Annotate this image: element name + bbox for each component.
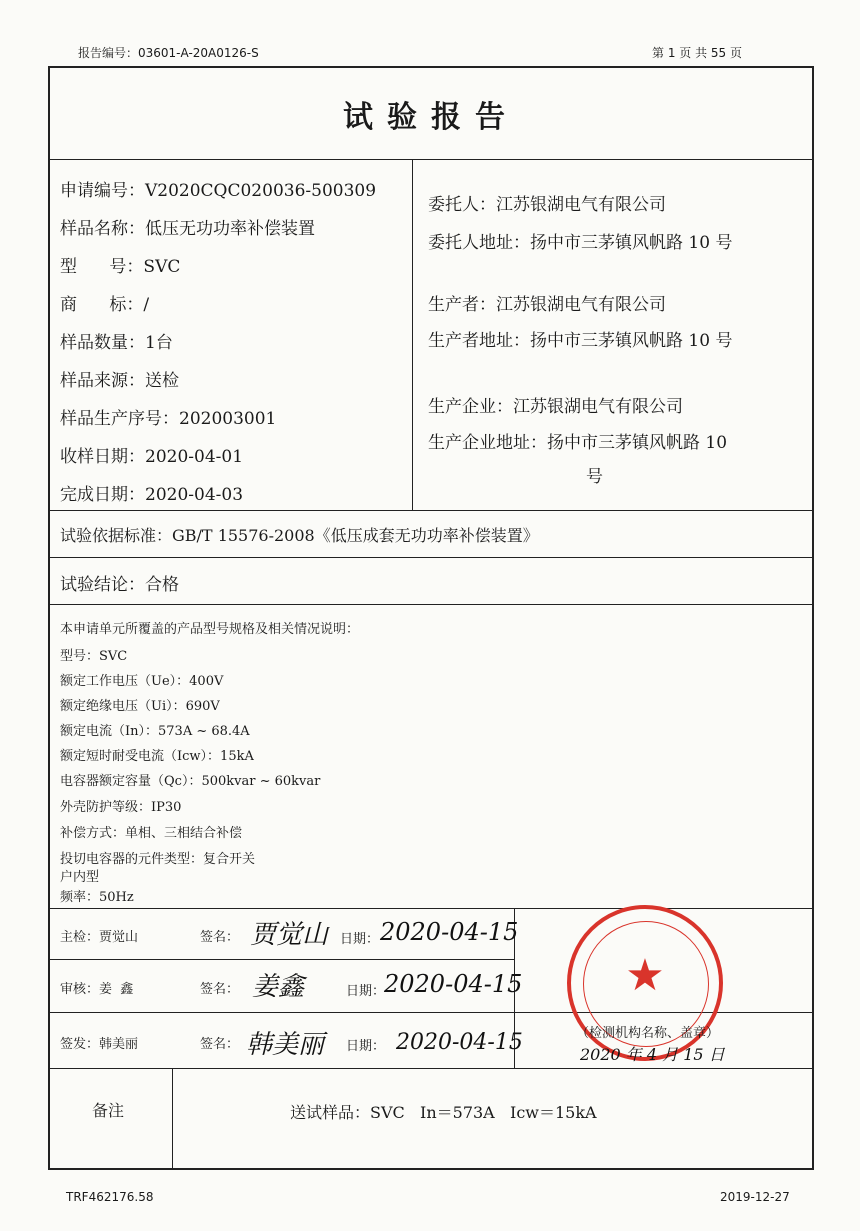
divider [48,604,814,605]
test-conclusion: 试验结论：合格 [60,575,179,595]
reviewer: 审核：姜 鑫 [60,982,134,997]
spec-line: 外壳防护等级：IP30 [60,800,182,815]
spec-line: 投切电容器的元件类型：复合开关 [60,852,256,867]
divider [48,557,814,558]
page-title: 试验报告 [343,100,519,135]
client: 委托人：江苏银湖电气有限公司 [428,195,666,215]
spec-intro: 本申请单元所覆盖的产品型号规格及相关情况说明： [60,622,360,637]
factory-address-cont: 号 [586,467,603,487]
sample-name: 样品名称：低压无功功率补偿装置 [60,219,315,239]
date-label: 日期： [346,1039,386,1054]
inspector: 主检：贾觉山 [60,930,139,945]
divider [48,510,814,511]
test-standard: 试验依据标准：GB/T 15576-2008《低压成套无功功率补偿装置》 [60,526,539,545]
page-info: 第 1 页 共 55 页 [652,46,742,60]
sign-label: 签名： [200,930,240,945]
sample-serial: 样品生产序号：202003001 [60,409,277,429]
sample-quantity: 样品数量：1台 [60,333,173,353]
stamp-date: 2020 年 4 月 15 日 [580,1045,725,1064]
sign-label: 签名： [200,982,240,997]
application-no: 申请编号：V2020CQC020036-500309 [60,181,377,201]
inspector-signature: 贾觉山 [250,920,329,950]
factory-address: 生产企业地址：扬中市三茅镇风帆路 10 [428,433,728,453]
footer-date: 2019-12-27 [720,1190,790,1204]
spec-line: 电容器额定容量（Qc）：500kvar ~ 60kvar [60,774,321,789]
spec-line: 额定工作电压（Ue）：400V [60,674,224,689]
remarks-text: 送试样品：SVC In＝573A Icw＝15kA [290,1103,597,1122]
client-address: 委托人地址：扬中市三茅镇风帆路 10 号 [428,233,733,253]
spec-line: 额定短时耐受电流（Icw）：15kA [60,749,254,764]
completion-date: 完成日期：2020-04-03 [60,485,244,505]
factory: 生产企业：江苏银湖电气有限公司 [428,397,683,417]
spec-line: 频率：50Hz [60,890,134,905]
spec-line: 型号：SVC [60,649,128,664]
producer-address: 生产者地址：扬中市三茅镇风帆路 10 号 [428,331,733,351]
sample-source: 样品来源：送检 [60,371,179,391]
date-label: 日期： [340,932,380,947]
model: 型 号：SVC [60,257,181,277]
producer: 生产者：江苏银湖电气有限公司 [428,295,666,315]
column-divider [172,1068,173,1169]
sign-label: 签名： [200,1037,240,1052]
stamp-caption: （检测机构名称、盖章） [576,1026,720,1041]
star-icon: ★ [625,950,665,1001]
received-date: 收样日期：2020-04-01 [60,447,244,467]
date-label: 日期： [346,984,386,999]
reviewer-signature: 姜鑫 [252,972,305,1002]
column-divider [412,160,413,510]
spec-line: 户内型 [60,870,100,885]
issuer: 签发：韩美丽 [60,1037,139,1052]
reviewer-date: 2020-04-15 [384,970,523,998]
spec-line: 补偿方式：单相、三相结合补偿 [60,826,243,841]
divider [48,1068,814,1069]
spec-line: 额定绝缘电压（Ui）：690V [60,699,220,714]
trademark: 商 标：/ [60,295,150,315]
spec-line: 额定电流（In）：573A ~ 68.4A [60,724,250,739]
report-number: 报告编号：03601-A-20A0126-S [78,46,259,60]
inspector-date: 2020-04-15 [380,918,519,946]
issuer-signature: 韩美丽 [246,1030,325,1060]
remarks-label: 备注 [92,1101,125,1120]
issuer-date: 2020-04-15 [396,1030,523,1055]
divider [48,159,814,160]
divider [48,959,514,960]
divider [48,908,814,909]
footer-code: TRF462176.58 [66,1190,154,1204]
